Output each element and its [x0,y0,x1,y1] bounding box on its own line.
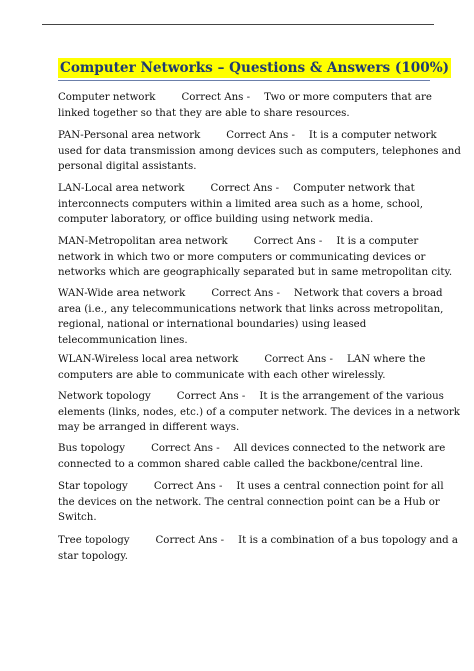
answer-dash: - [241,391,246,402]
question-term: LAN-Local area network [58,183,185,194]
answer-line: regional, national or international boundaries) using leased [58,319,367,331]
answer-dash: - [318,236,323,247]
question-term: Tree topology [58,535,130,546]
answer-line: network in which two or more computers or communicating devices or [58,251,426,263]
answer-line: telecommunication lines. [58,334,188,346]
correct-ans-label: Correct Ans [264,354,327,365]
answer-line: Switch. [58,512,97,524]
answer-line: It is a computer network [308,130,437,141]
answer-line: All devices connected to the network are [233,443,446,454]
qa-first-line [58,181,433,197]
answer-dash: - [291,130,295,141]
answer-line: star topology. [58,550,128,562]
qa-entry-wlan [58,352,433,383]
correct-ans-label: Correct Ans [155,535,218,546]
qa-entry-tree-topology [58,533,458,564]
answer-line: interconnects computers within a limited area such as a home, school, [58,198,423,210]
question-term: MAN-Metropolitan area network [58,236,228,247]
answer-line: linked together so that they are able to share resources. [58,107,350,119]
qa-entry-computer-network [58,90,433,121]
correct-ans-label: Correct Ans [151,443,213,454]
qa-first-line [58,128,437,144]
correct-ans-label: Correct Ans [210,183,273,194]
qa-first-line [58,352,433,368]
answer-line: connected to a common shared cable called the backbone/central line. [58,458,424,470]
answer-dash: - [218,481,223,492]
answer-line: computer laboratory, or office building using network media. [58,214,374,226]
page-top-rule [42,24,434,25]
qa-entry-wan [58,286,444,348]
correct-ans-label: Correct Ans [176,391,239,402]
qa-entry-pan [58,128,461,175]
qa-entry-lan [58,181,433,228]
answer-line: area (i.e., any telecommunications network that links across metropolitan, [58,303,444,315]
answer-line: may be arranged in different ways. [58,422,240,434]
qa-entry-man [58,234,453,281]
question-term: PAN-Personal area network [58,130,201,141]
answer-line: It uses a central connection point for all [236,481,444,492]
answer-dash: - [275,183,280,194]
answer-line: It is a computer [336,236,419,247]
correct-ans-label: Correct Ans [211,288,274,299]
answer-line: used for data transmission among devices such as computers, telephones and [58,145,461,157]
qa-entry-bus-topology [58,441,446,472]
qa-first-line [58,441,446,457]
answer-line: Two or more computers that are [264,92,432,103]
answer-dash: - [216,443,220,454]
answer-line: LAN where the [346,354,426,365]
answer-line: elements (links, nodes, etc.) of a computer network. The devices in a network [58,406,460,418]
correct-ans-label: Correct Ans [253,236,316,247]
correct-ans-label: Correct Ans [226,130,289,141]
question-term: Bus topology [58,443,126,454]
correct-ans-label: Correct Ans [153,481,216,492]
answer-dash: - [220,535,225,546]
answer-line: It is a combination of a bus topology and a [238,535,458,546]
question-term: WLAN-Wireless local area network [58,354,239,365]
answer-line: the devices on the network. The central connection point can be a Hub or [58,496,440,508]
correct-ans-label: Correct Ans [181,92,244,103]
question-term: WAN-Wide area network [58,288,186,299]
title-block [58,57,450,79]
question-term: Network topology [58,391,151,402]
qa-entry-network-topology [58,389,460,436]
answer-line: It is the arrangement of the various [259,391,444,402]
qa-entry-star-topology [58,479,444,526]
document-title: Computer Networks – Questions & Answers (100%) [60,60,450,76]
qa-first-line [58,286,443,302]
answer-line: computers are able to communicate with each other wirelessly. [58,369,386,381]
answer-dash: - [246,92,251,103]
qa-first-line [58,234,433,250]
answer-line: Network that covers a broad [293,288,443,299]
answer-line: personal digital assistants. [58,161,197,173]
answer-dash: - [276,288,280,299]
answer-line: networks which are geographically separated but in same metropolitan city. [58,267,453,279]
qa-first-line [58,90,433,106]
answer-line: Computer network that [293,183,415,194]
qa-first-line [58,479,444,495]
question-term: Computer network [58,92,156,103]
question-term: Star topology [58,481,128,492]
qa-first-line [58,389,444,405]
qa-first-line [58,533,458,549]
answer-dash: - [329,354,333,365]
title-underline [58,80,430,81]
